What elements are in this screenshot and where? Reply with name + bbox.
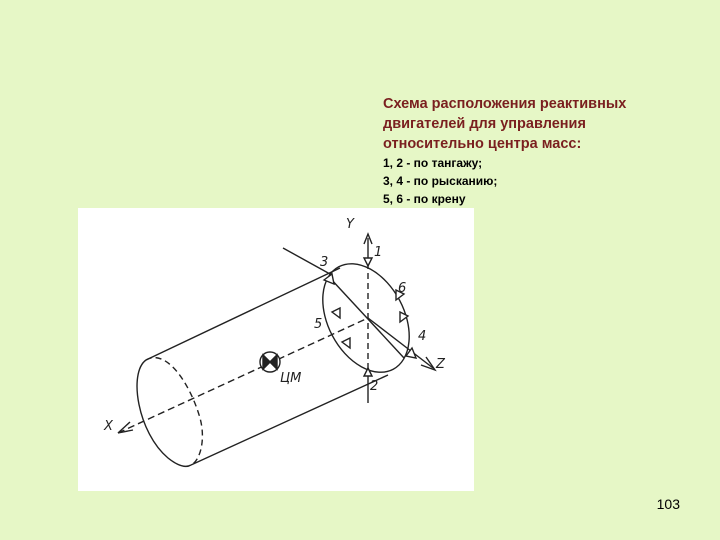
engine-1-label: 1 <box>374 245 383 260</box>
engine-1-nozzle <box>364 258 372 266</box>
engine-4-label: 4 <box>418 329 427 344</box>
caption-line-1: Схема расположения реактивных <box>383 96 627 112</box>
near-end-front <box>137 360 191 466</box>
engine-5-label: 5 <box>314 317 323 332</box>
engine-3-label: 3 <box>320 255 329 270</box>
caption-line-3: относительно центра масс: <box>383 136 582 152</box>
legend-line-pitch: 1, 2 - по тангажу; <box>383 156 483 170</box>
engine-layout-drawing <box>78 208 474 491</box>
x-axis-line <box>118 318 368 433</box>
legend-line-roll: 5, 6 - по крену <box>383 192 466 206</box>
near-end-back <box>146 358 202 465</box>
center-of-mass-symbol <box>260 352 280 372</box>
z-axis-label: Z <box>436 357 445 372</box>
center-of-mass-label: ЦМ <box>280 371 302 386</box>
engine-5-nozzle <box>332 308 340 318</box>
engine-nozzles <box>324 258 416 376</box>
engine-legend <box>383 154 703 208</box>
cylinder-bottom-edge <box>191 375 388 465</box>
engine-2-label: 2 <box>370 379 379 394</box>
caption-line-2: двигателей для управления <box>383 116 586 132</box>
page-number: 103 <box>656 496 680 512</box>
engine-layout-figure <box>78 208 474 491</box>
y-axis-label: Y <box>346 217 354 232</box>
cylinder-top-edge <box>146 268 340 360</box>
legend-line-yaw: 3, 4 - по рысканию; <box>383 174 498 188</box>
engine-6-label: 6 <box>398 281 407 296</box>
x-axis-label: X <box>104 419 113 434</box>
diagram-caption <box>383 94 703 154</box>
engine-5-nozzle-b <box>342 338 350 348</box>
